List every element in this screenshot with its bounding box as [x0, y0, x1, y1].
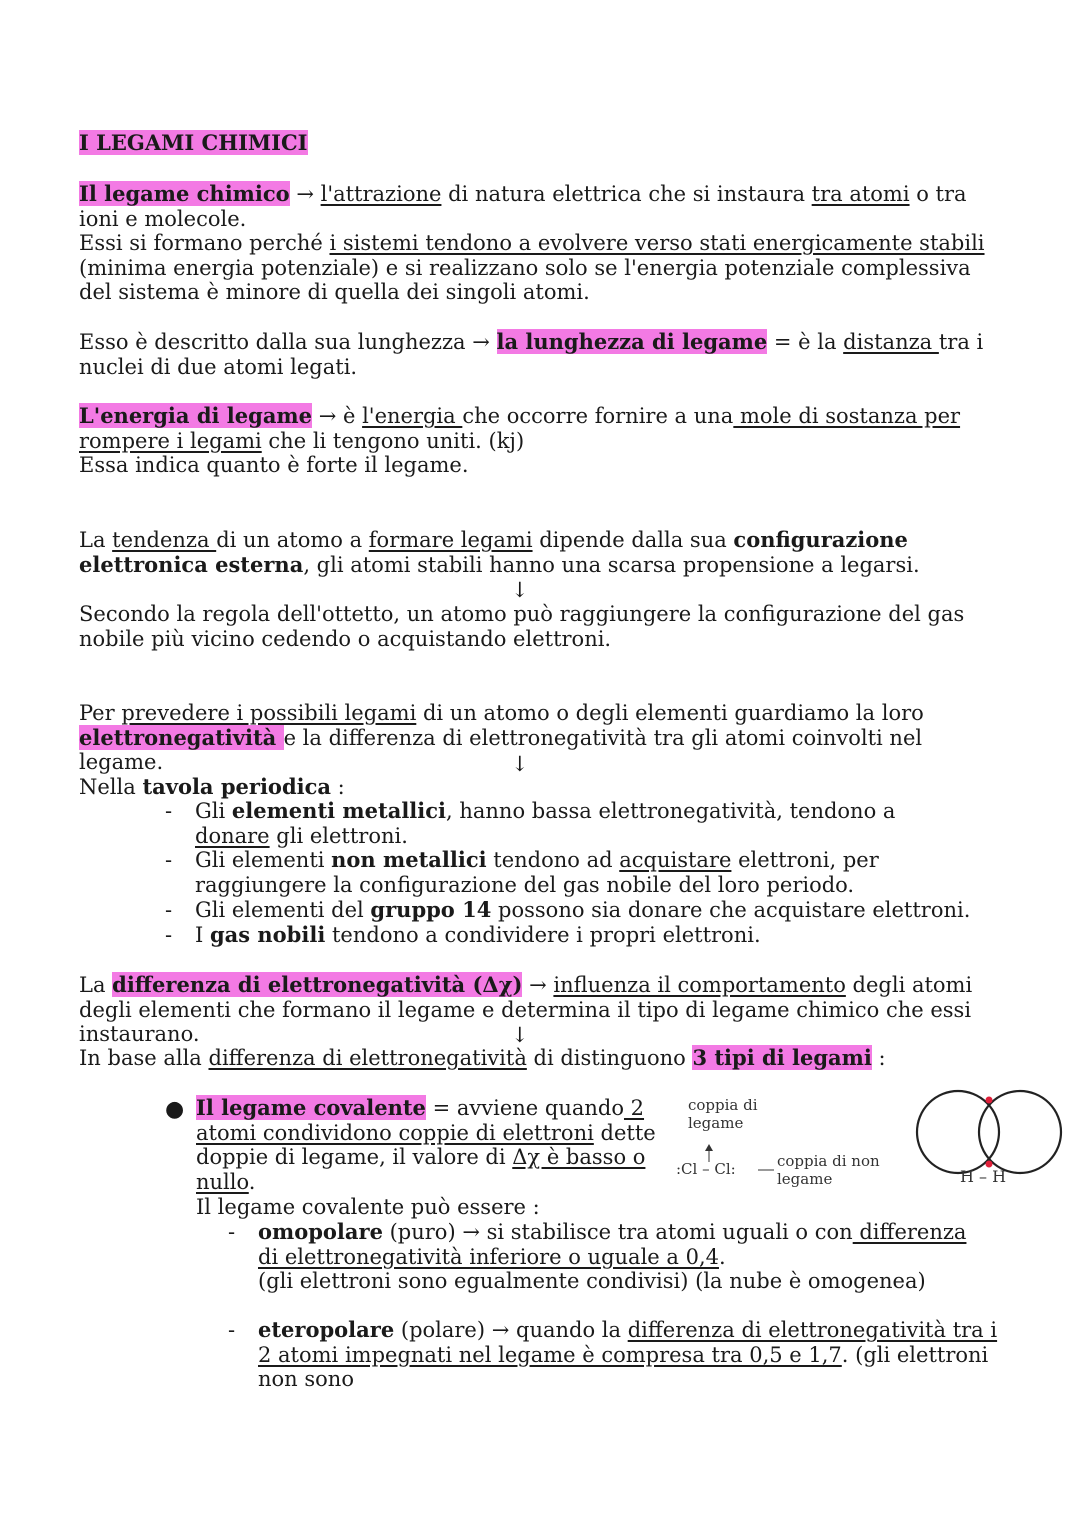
covalente-list-2: [228, 1318, 998, 1392]
hh-formula: H – H: [960, 1167, 1007, 1186]
body-text: , hanno bassa elettronegatività, tendono a: [446, 799, 896, 823]
body-text: Nella: [79, 775, 143, 799]
bold-text: gruppo 14: [370, 896, 492, 922]
term-energia-legame: L'energia di legame: [79, 403, 313, 428]
underlined-text: i sistemi tendono a evolvere verso stati energicamente stabili: [329, 231, 985, 255]
body-text: gli elettroni.: [269, 823, 408, 848]
body-text: Gli elementi del: [195, 897, 371, 922]
arrow-down-icon: ↓: [511, 1023, 529, 1047]
body-text: e la differenza di elettronegatività tra gli atomi coinvolti nel legame.: [79, 725, 923, 775]
body-text: tendono a condividere i propri elettroni.: [325, 922, 761, 947]
underlined-text: prevedere i possibili legami: [121, 701, 417, 725]
body-text: (polare) → quando la: [394, 1318, 628, 1342]
dash-marker: -: [165, 848, 173, 873]
paragraph-differenza: [79, 973, 999, 1047]
underlined-text: differenza di elettronegatività: [208, 1046, 527, 1070]
dash-marker: -: [228, 1220, 236, 1244]
body-text: Essi si formano perché: [79, 231, 330, 255]
underlined-text: distanza: [843, 330, 939, 354]
body-text: La: [79, 973, 113, 997]
paragraph-tipi: [79, 1046, 999, 1071]
underlined-text: acquistare: [619, 848, 732, 873]
bold-text: configurazione elettronica esterna: [79, 527, 908, 577]
body-text: (puro) → si stabilisce tra atomi uguali o con: [382, 1220, 853, 1244]
cl2-diagram: [676, 1094, 896, 1194]
arrow-down-icon: ↓: [511, 752, 529, 776]
cl2-formula: :Cl – Cl:: [676, 1160, 736, 1178]
body-text: che li tengono uniti. (kj): [261, 428, 525, 453]
covalente-list: [228, 1220, 988, 1294]
label-coppia-non-legame: coppia di non legame: [777, 1152, 880, 1188]
list-item-omopolare: [228, 1220, 988, 1294]
underlined-text: l'energia: [362, 404, 463, 428]
periodic-table-list: [165, 799, 975, 947]
term-lunghezza-legame: la lunghezza di legame: [496, 329, 768, 354]
underlined-text: tra atomi: [811, 182, 910, 206]
dash-marker: -: [165, 799, 173, 823]
body-text: o tra ioni e molecole.: [79, 182, 967, 231]
body-text: (gli elettroni sono egualmente condivisi) (la nube è omogenea): [258, 1269, 926, 1294]
body-text: = avviene quando: [425, 1096, 624, 1120]
list-item: [165, 923, 975, 948]
term-legame-chimico: Il legame chimico: [79, 181, 290, 206]
body-text: Gli elementi: [195, 848, 332, 873]
body-text: (minima energia potenziale) e si realizzano solo se l'energia potenziale complessiva del sistema è minore di quella dei singoli atomi.: [79, 255, 971, 305]
bullet-icon: ●: [165, 1097, 185, 1122]
bold-text: gas nobili: [209, 921, 326, 947]
bold-text: tavola periodica: [142, 774, 331, 799]
body-text: di un atomo a: [216, 528, 369, 552]
paragraph-legame-chimico: [79, 182, 999, 231]
title-text: I LEGAMI CHIMICI: [79, 130, 308, 155]
body-text: . (gli elettroni non sono: [258, 1342, 989, 1392]
dash-marker: -: [228, 1318, 236, 1342]
dash-marker: -: [165, 897, 173, 922]
body-text: Gli: [195, 799, 232, 823]
body-text: .: [248, 1170, 256, 1195]
arrow-text: →: [289, 182, 321, 206]
body-text: = è la: [767, 330, 844, 354]
body-text: che occorre fornire a una: [462, 404, 734, 428]
body-text: tra i nuclei di due atomi legati.: [79, 330, 984, 379]
paragraph-covalente-tipi: Il legame covalente può essere :: [196, 1195, 540, 1219]
underlined-text: mole di sostanza per rompere i legami: [79, 404, 961, 453]
term-elettronegativita: elettronegatività: [79, 724, 284, 750]
label-coppia-legame: coppia di legame: [688, 1096, 758, 1132]
body-text: Esso è descritto dalla sua lunghezza →: [79, 330, 497, 354]
underlined-text: formare legami: [368, 528, 533, 552]
list-item: [165, 898, 975, 923]
dash-marker: -: [165, 922, 173, 947]
paragraph-tavola: [79, 775, 999, 800]
body-text: Essa indica quanto è forte il legame.: [79, 453, 469, 478]
body-text: degli atomi degli elementi che formano il legame e determina il tipo di legame chimico che essi instaurano.: [79, 973, 973, 1047]
bold-text: omopolare: [258, 1219, 383, 1244]
paragraph-ottetto: Secondo la regola dell'ottetto, un atomo può raggiungere la configurazione del gas nobile più vicino cedendo o acquistando elettroni.: [79, 602, 965, 651]
paragraph-formazione: [79, 231, 999, 305]
body-text: dette doppie di legame, il valore di: [196, 1120, 656, 1170]
list-item-eteropolare: [228, 1318, 998, 1392]
paragraph-lunghezza: [79, 330, 999, 379]
list-item: [165, 848, 975, 897]
body-text: .: [718, 1244, 726, 1269]
body-text: In base alla: [79, 1046, 209, 1070]
term-legame-covalente: Il legame covalente: [196, 1095, 426, 1120]
underlined-text: differenza di elettronegatività inferiore o uguale a 0,4: [258, 1220, 967, 1269]
body-text: :: [331, 775, 345, 799]
body-text: , gli atomi stabili hanno una scarsa propensione a legarsi.: [303, 552, 920, 577]
arrow-down-icon: ↓: [511, 578, 529, 602]
underlined-text: influenza il comportamento: [553, 973, 846, 997]
underlined-text: Δχ è basso o nullo: [196, 1145, 646, 1195]
body-text: tendono ad: [486, 848, 620, 873]
body-text: Per: [79, 701, 122, 725]
bold-text: elementi metallici: [231, 798, 447, 823]
body-text: elettroni, per raggiungere la configurazione del gas nobile del loro periodo.: [195, 848, 879, 898]
body-text: I: [195, 922, 210, 947]
term-3-tipi: 3 tipi di legami: [692, 1045, 872, 1070]
body-text: La: [79, 528, 113, 552]
paragraph-covalente: [196, 1096, 666, 1195]
body-text: di distinguono: [526, 1046, 693, 1070]
hh-diagram: [914, 1084, 1068, 1194]
paragraph-prevedere: [79, 701, 999, 775]
paragraph-tendenza: [79, 528, 999, 577]
term-differenza-elettronegativita: differenza di elettronegatività (Δχ): [112, 972, 523, 997]
bold-text: eteropolare: [258, 1317, 395, 1342]
body-text: dipende dalla sua: [532, 528, 734, 552]
body-text: → è: [312, 404, 363, 428]
body-text: →: [522, 973, 554, 997]
body-text: possono sia donare che acquistare elettroni.: [491, 897, 971, 922]
underlined-text: differenza di elettronegatività tra i 2 atomi impegnati nel legame è compresa tra 0,5 e 1,7: [258, 1318, 998, 1367]
body-text: di natura elettrica che si instaura: [441, 182, 812, 206]
body-text: :: [871, 1046, 886, 1070]
underlined-text: 2 atomi condividono coppie di elettroni: [196, 1096, 645, 1145]
underlined-text: tendenza: [112, 528, 217, 552]
paragraph-energia: [79, 404, 999, 478]
underlined-text: l'attrazione: [320, 182, 442, 206]
underlined-text: donare: [195, 823, 270, 848]
list-item: [165, 799, 975, 848]
bold-text: non metallici: [331, 847, 487, 873]
document-title: [79, 131, 999, 156]
body-text: di un atomo o degli elementi guardiamo la loro: [416, 701, 924, 725]
